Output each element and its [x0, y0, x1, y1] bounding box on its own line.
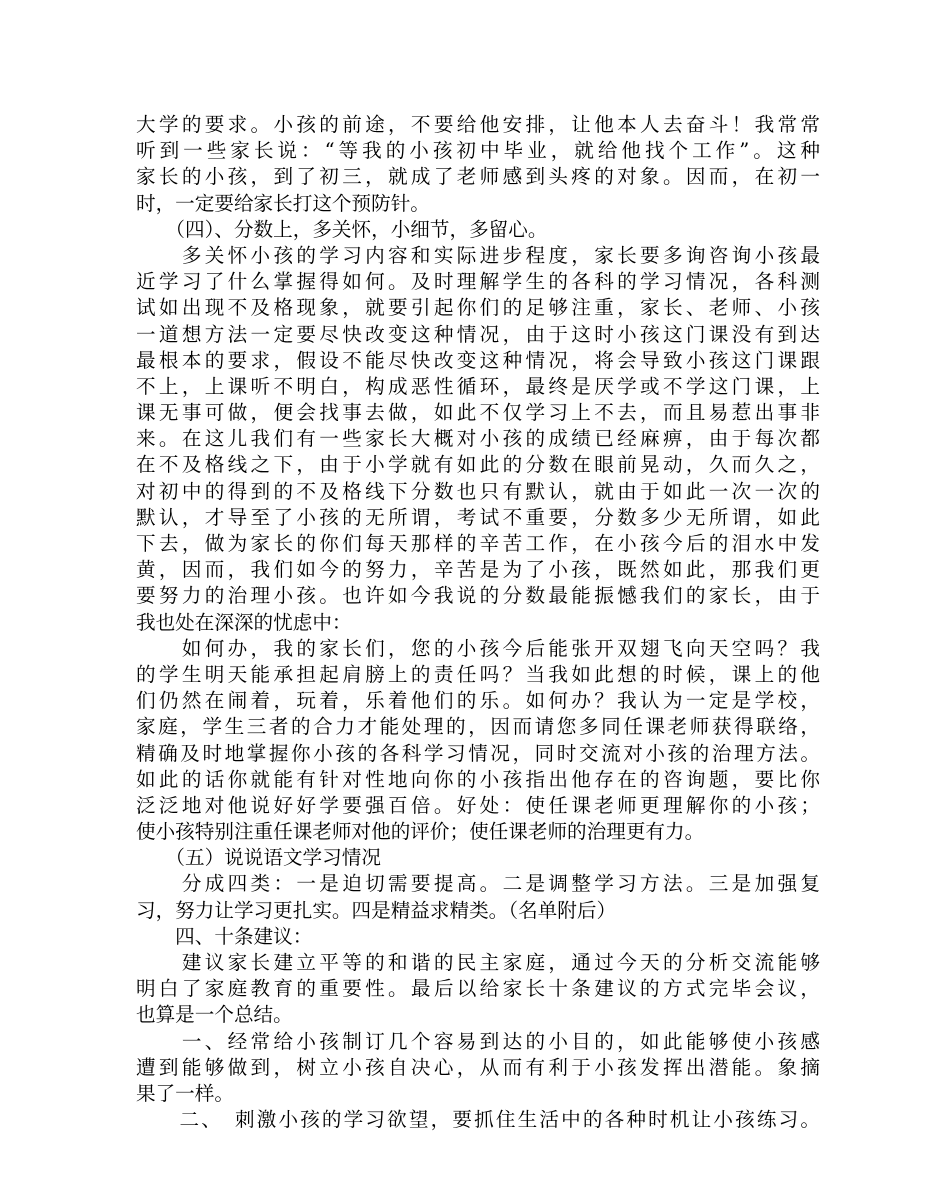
- text-line: 一、经常给小孩制订几个容易到达的小目的，如此能够使小孩感: [136, 1029, 820, 1053]
- text-line: （四）、分数上，多关怀，小细节，多留心。: [136, 217, 548, 241]
- text-line: 遭到能够做到，树立小孩自决心，从而有利于小孩发挥出潜能。象摘: [136, 1055, 820, 1079]
- text-line: 不上，上课听不明白，构成恶性循环，最终是厌学或不学这门课，上: [136, 374, 820, 398]
- text-line: 建议家长建立平等的和谐的民主家庭，通过今天的分析交流能够: [136, 951, 820, 974]
- text-line: 明白了家庭教育的重要性。最后以给家长十条建议的方式完毕会议，: [136, 977, 820, 1001]
- text-line: 使小孩特别注重任课老师对他的评价；使任课老师的治理更有力。: [136, 820, 705, 844]
- body-text: [136, 112, 820, 1133]
- text-line: 泛泛地对他说好好学要强百倍。好处：使任课老师更理解你的小孩；: [136, 793, 820, 817]
- text-line: 在不及格线之下，由于小学就有如此的分数在眼前晃动，久而久之，: [136, 453, 820, 477]
- text-line: 的学生明天能承担起肩膀上的责任吗？当我如此想的时候，课上的他: [136, 662, 820, 686]
- text-line: 一道想方法一定要尽快改变这种情况，由于这时小孩这门课没有到达: [136, 322, 820, 346]
- text-line: 家长的小孩，到了初三，就成了老师感到头疼的对象。因而，在初一: [136, 165, 820, 189]
- text-line: 最根本的要求，假设不能尽快改变这种情况，将会导致小孩这门课跟: [136, 348, 820, 372]
- text-line: 也算是一个总结。: [136, 1003, 293, 1027]
- text-line: 大学的要求。小孩的前途，不要给他安排，让他本人去奋斗！我常常: [136, 113, 820, 136]
- text-line: 来。在这儿我们有一些家长大概对小孩的成绩已经麻痹，由于每次都: [136, 427, 820, 451]
- text-line: 多关怀小孩的学习内容和实际进步程度，家长要多询咨询小孩最: [136, 243, 820, 267]
- text-line: （五）说说语文学习情况: [136, 846, 381, 870]
- text-line: 分成四类：一是迫切需要提高。二是调整学习方法。三是加强复: [136, 872, 820, 896]
- text-line: 家庭，学生三者的合力才能处理的，因而请您多同任课老师获得联络，: [136, 715, 820, 739]
- text-line: 默认，才导至了小孩的无所谓，考试不重要，分数多少无所谓，如此: [136, 505, 820, 529]
- text-line: 我也处在深深的忧虑中：: [136, 610, 352, 634]
- text-line: 试如出现不及格现象，就要引起你们的足够注重，家长、老师、小孩: [136, 296, 820, 320]
- text-line: 二、 刺激小孩的学习欲望，要抓住生活中的各种时机让小孩练习。: [136, 1108, 820, 1132]
- text-line: 如何办，我的家长们，您的小孩今后能张开双翅飞向天空吗？我: [136, 636, 820, 660]
- text-line: 要努力的治理小孩。也许如今我说的分数最能振憾我们的家长，由于: [136, 584, 820, 608]
- text-line: 听到一些家长说：“等我的小孩初中毕业，就给他找个工作”。这种: [136, 139, 820, 163]
- text-line: 习，努力让学习更扎实。四是精益求精类。（名单附后）: [136, 898, 617, 922]
- text-line: 课无事可做，便会找事去做，如此不仅学习上不去，而且易惹出事非: [136, 401, 820, 425]
- text-line: 果了一样。: [136, 1081, 234, 1105]
- text-line: 下去，做为家长的你们每天那样的辛苦工作，在小孩今后的泪水中发: [136, 532, 820, 555]
- text-line: 们仍然在闹着，玩着，乐着他们的乐。如何办？我认为一定是学校，: [136, 689, 820, 713]
- text-line: 对初中的得到的不及格线下分数也只有默认，就由于如此一次一次的: [136, 479, 820, 503]
- text-line: 四、十条建议：: [136, 924, 313, 948]
- text-line: 如此的话你就能有针对性地向你的小孩指出他存在的咨询题，要比你: [136, 767, 820, 791]
- text-line: 精确及时地掌握你小孩的各科学习情况，同时交流对小孩的治理方法。: [136, 741, 820, 765]
- text-line: 黄，因而，我们如今的努力，辛苦是为了小孩，既然如此，那我们更: [136, 558, 820, 582]
- text-line: 近学习了什么掌握得如何。及时理解学生的各科的学习情况，各科测: [136, 270, 820, 294]
- text-line: 时，一定要给家长打这个预防针。: [136, 191, 430, 215]
